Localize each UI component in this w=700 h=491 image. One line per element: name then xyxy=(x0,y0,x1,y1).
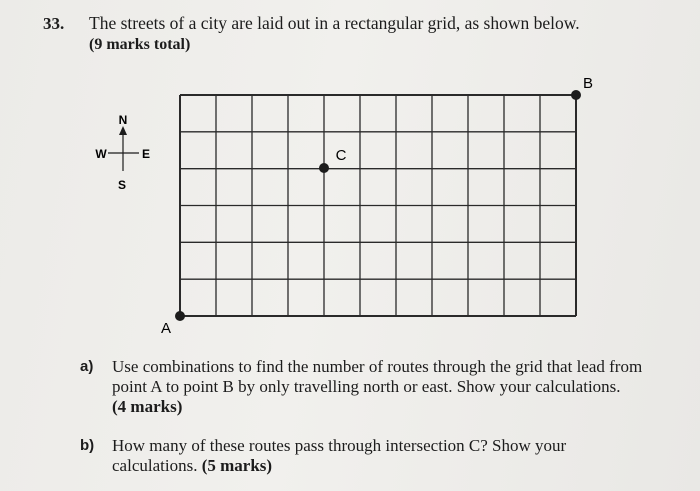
point-b-label: B xyxy=(582,75,594,92)
part-b-line2: calculations. xyxy=(112,456,198,475)
question-text: The streets of a city are laid out in a rectangular grid, as shown below. xyxy=(89,13,580,33)
point-a-dot xyxy=(175,311,185,321)
part-b-line2-wrap xyxy=(112,456,566,476)
part-a-line2: point A to point B by only travelling north or east. Show your calculations. xyxy=(112,377,621,396)
question-marks: (9 marks total) xyxy=(89,36,191,53)
part-a-marks: (4 marks) xyxy=(112,397,183,416)
compass-rose xyxy=(95,113,150,192)
compass-east: E xyxy=(141,147,151,161)
point-a-label: A xyxy=(160,320,172,337)
point-c-label: C xyxy=(335,147,347,164)
part-b-marks: (5 marks) xyxy=(201,456,273,475)
part-b-line1: How many of these routes pass through intersection C? Show your xyxy=(112,436,567,455)
north-arrow-icon xyxy=(119,126,127,135)
compass-north: N xyxy=(118,113,128,127)
point-c-dot xyxy=(319,163,329,173)
part-b-text xyxy=(112,436,566,476)
part-b-label: b) xyxy=(80,437,95,454)
point-b-dot xyxy=(571,90,581,100)
street-grid xyxy=(180,95,576,316)
part-a-label: a) xyxy=(80,358,94,375)
part-a-text xyxy=(112,357,642,417)
part-a-line1: Use combinations to find the number of routes through the grid that lead from xyxy=(112,357,643,376)
compass-south: S xyxy=(117,178,127,192)
question-number: 33. xyxy=(43,14,65,33)
compass-west: W xyxy=(95,147,107,161)
